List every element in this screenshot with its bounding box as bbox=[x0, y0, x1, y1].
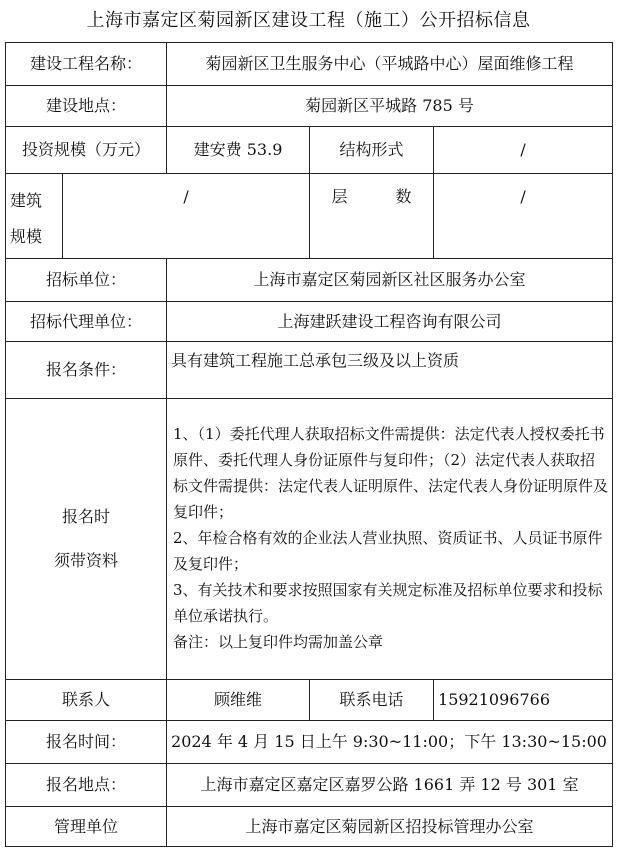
building-label-line1: 建筑 bbox=[10, 191, 43, 210]
reg-place-value: 上海市嘉定区嘉定区嘉罗公路 1661 弄 12 号 301 室 bbox=[167, 764, 613, 807]
investment-label: 投资规模（万元） bbox=[6, 127, 167, 174]
row-investment bbox=[6, 127, 613, 174]
materials-item-2: 2、年检合格有效的企业法人营业执照、资质证书、人员证书原件及复印件； bbox=[173, 529, 603, 573]
materials-item-1: 1、（1）委托代理人获取招标文件需提供：法定代表人授权委托书原件、委托代理人身份证原件与复印件；（2）法定代表人获取招标文件需提供：法定代表人证明原件、法定代表人身份证明原件及复印件； bbox=[173, 425, 609, 521]
phone-label: 联系电话 bbox=[310, 680, 434, 721]
row-tender-unit bbox=[6, 259, 613, 302]
structure-value: / bbox=[434, 127, 613, 174]
contact-label: 联系人 bbox=[6, 680, 167, 721]
floors-label: 层 数 bbox=[310, 174, 434, 259]
building-label bbox=[6, 174, 63, 259]
project-name-label: 建设工程名称： bbox=[6, 43, 167, 86]
row-project-name bbox=[6, 43, 613, 86]
conditions-label: 报名条件： bbox=[6, 342, 167, 399]
materials-label-block bbox=[54, 495, 118, 583]
row-contact bbox=[6, 680, 613, 721]
row-agent-unit bbox=[6, 302, 613, 342]
materials-content bbox=[167, 399, 613, 680]
tender-unit-value: 上海市嘉定区菊园新区社区服务办公室 bbox=[167, 259, 613, 302]
location-label: 建设地点： bbox=[6, 86, 167, 127]
row-building bbox=[6, 174, 613, 259]
row-reg-place bbox=[6, 764, 613, 807]
reg-time-value: 2024 年 4 月 15 日上午 9:30~11:00；下午 13:30~15:00 bbox=[167, 721, 613, 764]
materials-label bbox=[6, 399, 167, 680]
row-location bbox=[6, 86, 613, 127]
materials-label-line2: 须带资料 bbox=[54, 551, 119, 570]
reg-time-label: 报名时间： bbox=[6, 721, 167, 764]
management-value: 上海市嘉定区菊园新区招投标管理办公室 bbox=[167, 807, 613, 847]
materials-label-line1: 报名时 bbox=[62, 507, 111, 526]
agent-unit-value: 上海建跃建设工程咨询有限公司 bbox=[167, 302, 613, 342]
building-value: / bbox=[63, 174, 310, 259]
agent-unit-label: 招标代理单位： bbox=[6, 302, 167, 342]
row-materials bbox=[6, 399, 613, 680]
materials-item-3: 3、有关技术和要求按照国家有关规定标准及招标单位要求和投标单位承诺执行。 bbox=[173, 581, 603, 625]
materials-note: 备注：以上复印件均需加盖公章 bbox=[173, 633, 384, 651]
reg-place-label: 报名地点： bbox=[6, 764, 167, 807]
project-name-value: 菊园新区卫生服务中心（平城路中心）屋面维修工程 bbox=[167, 43, 613, 86]
row-conditions bbox=[6, 342, 613, 399]
floors-value: / bbox=[434, 174, 613, 259]
location-value: 菊园新区平城路 785 号 bbox=[167, 86, 613, 127]
page-title: 上海市嘉定区菊园新区建设工程（施工）公开招标信息 bbox=[86, 10, 531, 31]
structure-label: 结构形式 bbox=[310, 127, 434, 174]
tender-unit-label: 招标单位： bbox=[6, 259, 167, 302]
row-management bbox=[6, 807, 613, 847]
row-reg-time bbox=[6, 721, 613, 764]
contact-value: 顾维维 bbox=[167, 680, 310, 721]
conditions-value: 具有建筑工程施工总承包三级及以上资质 bbox=[167, 342, 613, 399]
investment-value: 建安费 53.9 bbox=[167, 127, 310, 174]
building-label-line2: 规模 bbox=[10, 227, 43, 246]
phone-value: 15921096766 bbox=[434, 680, 613, 721]
tender-info-table bbox=[5, 42, 613, 847]
management-label: 管理单位 bbox=[6, 807, 167, 847]
